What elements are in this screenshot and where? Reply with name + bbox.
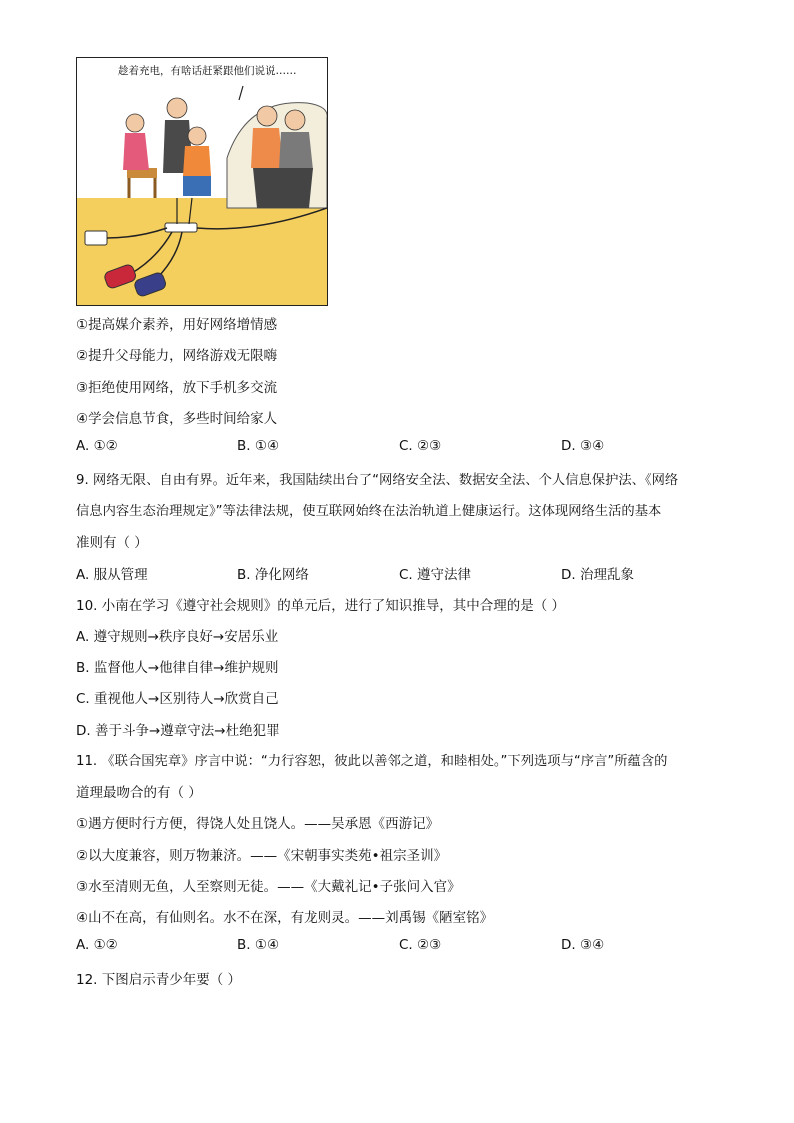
q11-statement-2: ②以大度兼容，则万物兼济。——《宋朝事实类苑•祖宗圣训》 xyxy=(76,848,448,864)
q9-option-a[interactable]: A. 服从管理 xyxy=(76,567,148,583)
q11-option-c[interactable]: C. ②③ xyxy=(399,937,442,953)
q10-option-a[interactable]: A. 遵守规则→秩序良好→安居乐业 xyxy=(76,629,279,645)
q10-option-c[interactable]: C. 重视他人→区别待人→欣赏自己 xyxy=(76,691,279,707)
q10-option-d[interactable]: D. 善于斗争→遵章守法→杜绝犯罪 xyxy=(76,723,280,739)
q8-option-d[interactable]: D. ③④ xyxy=(561,438,605,454)
q8-statement-2: ②提升父母能力，网络游戏无限嗨 xyxy=(76,348,278,364)
q9-stem-line-3: 准则有（ ） xyxy=(76,535,148,551)
q9-option-d[interactable]: D. 治理乱象 xyxy=(561,567,634,583)
q10-stem: 10. 小南在学习《遵守社会规则》的单元后，进行了知识推导，其中合理的是（ ） xyxy=(76,598,566,614)
q10-option-b[interactable]: B. 监督他人→他律自律→维护规则 xyxy=(76,660,279,676)
q8-statement-4: ④学会信息节食，多些时间给家人 xyxy=(76,411,278,427)
q11-stem-line-2: 道理最吻合的有（ ） xyxy=(76,785,202,801)
q11-option-a[interactable]: A. ①② xyxy=(76,937,118,953)
cartoon-illustration xyxy=(76,57,328,306)
q11-option-b[interactable]: B. ①④ xyxy=(237,937,280,953)
q8-statement-1: ①提高媒介素养，用好网络增情感 xyxy=(76,317,278,333)
q9-option-c[interactable]: C. 遵守法律 xyxy=(399,567,472,583)
cartoon-caption: 趁着充电，有啥话赶紧跟他们说说…… xyxy=(118,65,297,77)
q11-stem-line-1: 11. 《联合国宪章》序言中说：“力行容恕，彼此以善邻之道，和睦相处。”下列选项与“序言”所蕴含的 xyxy=(76,754,668,769)
cartoon-drawing xyxy=(77,58,327,305)
q9-stem-line-1: 9. 网络无限、自由有界。近年来，我国陆续出台了“网络安全法、数据安全法、个人信息保护法、《网络 xyxy=(76,473,679,488)
q8-option-b[interactable]: B. ①④ xyxy=(237,438,280,454)
q8-statement-3: ③拒绝使用网络，放下手机多交流 xyxy=(76,380,278,396)
q11-statement-1: ①遇方便时行方便，得饶人处且饶人。——吴承恩《西游记》 xyxy=(76,816,440,832)
q11-statement-4: ④山不在高，有仙则名。水不在深，有龙则灵。——刘禹锡《陋室铭》 xyxy=(76,910,494,926)
q8-option-c[interactable]: C. ②③ xyxy=(399,438,442,454)
q9-option-b[interactable]: B. 净化网络 xyxy=(237,567,309,583)
q9-stem-line-2: 信息内容生态治理规定》”等法律法规，使互联网始终在法治轨道上健康运行。这体现网络生活的基本 xyxy=(76,504,662,519)
q8-option-a[interactable]: A. ①② xyxy=(76,438,118,454)
q11-option-d[interactable]: D. ③④ xyxy=(561,937,605,953)
q11-statement-3: ③水至清则无鱼，人至察则无徒。——《大戴礼记•子张问入官》 xyxy=(76,879,461,895)
q12-stem: 12. 下图启示青少年要（ ） xyxy=(76,972,242,988)
